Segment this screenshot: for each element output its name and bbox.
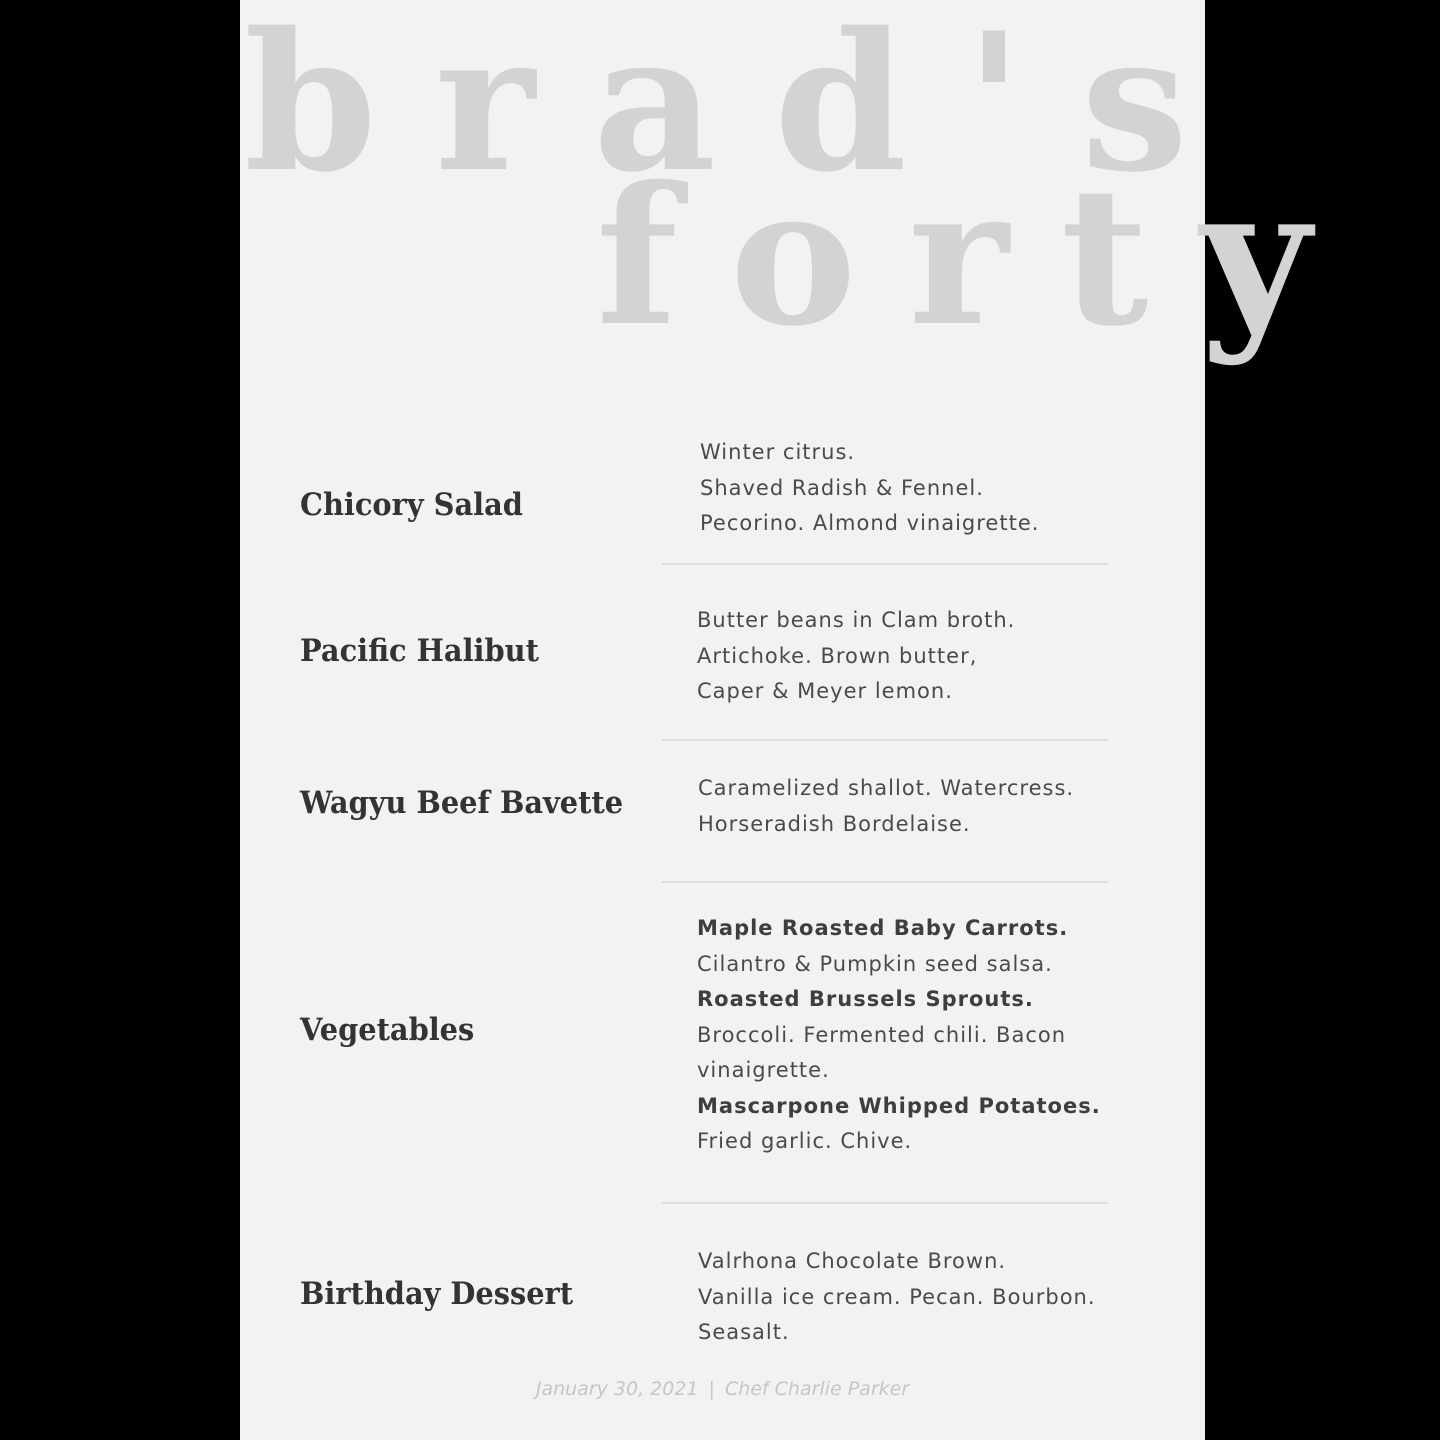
description-line: Butter beans in Clam broth. xyxy=(697,608,1016,632)
title-line-1: brad's xyxy=(244,0,1247,214)
description-line: Fried garlic. Chive. xyxy=(697,1129,913,1153)
course-divider xyxy=(662,563,1108,565)
description-line: Vanilla ice cream. Pecan. Bourbon. xyxy=(698,1284,1096,1309)
course-description-pacific-halibut xyxy=(697,603,1015,710)
description-line: Cilantro & Pumpkin seed salsa. xyxy=(697,951,1053,976)
course-name-birthday-dessert: Birthday Dessert xyxy=(300,1276,574,1312)
course-description-vegetables xyxy=(697,911,1101,1160)
course-description-birthday-dessert xyxy=(698,1244,1096,1351)
description-line: Artichoke. Brown butter, xyxy=(697,643,978,668)
course-divider xyxy=(662,1202,1108,1204)
description-line: Valrhona Chocolate Brown. xyxy=(698,1249,1007,1273)
course-divider xyxy=(662,739,1108,741)
course-name-vegetables: Vegetables xyxy=(300,1012,475,1048)
description-line: Maple Roasted Baby Carrots. xyxy=(697,916,1069,940)
chef-name: Chef Charlie Parker xyxy=(724,1378,910,1400)
title-line-2: forty xyxy=(596,145,1363,368)
course-divider xyxy=(662,881,1108,883)
course-name-pacific-halibut: Pacific Halibut xyxy=(300,633,539,669)
description-line: vinaigrette. xyxy=(697,1058,830,1082)
description-line: Winter citrus. xyxy=(700,440,856,464)
description-line: Mascarpone Whipped Potatoes. xyxy=(697,1093,1101,1118)
event-date: January 30, 2021 xyxy=(535,1378,699,1400)
description-line: Caramelized shallot. Watercress. xyxy=(698,776,1075,800)
menu-card xyxy=(240,0,1363,1440)
description-line: Pecorino. Almond vinaigrette. xyxy=(700,511,1040,535)
course-description-wagyu-beef-bavette xyxy=(698,771,1074,842)
course-name-chicory-salad: Chicory Salad xyxy=(300,487,523,523)
footer xyxy=(240,1378,1205,1400)
footer-separator: | xyxy=(708,1378,715,1400)
course-name-wagyu-beef-bavette: Wagyu Beef Bavette xyxy=(300,785,624,821)
description-line: Broccoli. Fermented chili. Bacon xyxy=(697,1022,1067,1047)
description-line: Seasalt. xyxy=(698,1320,790,1344)
course-description-chicory-salad xyxy=(700,435,1039,542)
description-line: Horseradish Bordelaise. xyxy=(698,811,971,836)
description-line: Roasted Brussels Sprouts. xyxy=(697,987,1034,1011)
description-line: Caper & Meyer lemon. xyxy=(697,679,953,703)
description-line: Shaved Radish & Fennel. xyxy=(700,475,984,500)
